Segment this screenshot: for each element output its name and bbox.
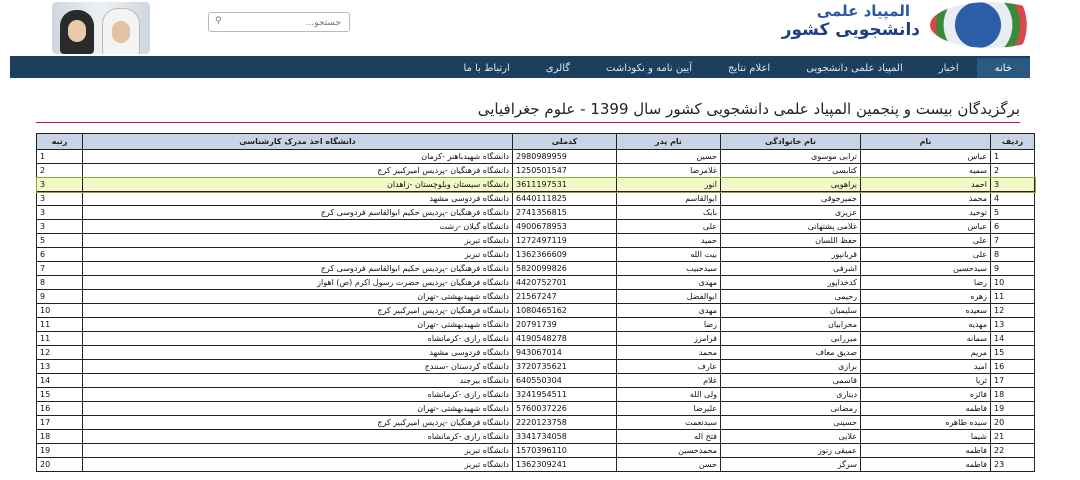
table-cell: دانشگاه فرهنگیان -پردیس حضرت رسول اکرم (ص) اهواز [83, 276, 513, 290]
table-cell: 14 [991, 332, 1035, 346]
table-cell: فاطمه [861, 458, 991, 472]
table-cell: ابوالقاسم [617, 192, 721, 206]
table-cell: بیت الله [617, 248, 721, 262]
main-content [10, 78, 1030, 480]
table-row[interactable] [37, 430, 1035, 444]
table-row[interactable] [37, 178, 1035, 192]
table-cell: مهدی [617, 304, 721, 318]
table-cell: 5760037226 [513, 402, 617, 416]
table-row[interactable] [37, 248, 1035, 262]
table-row[interactable] [37, 318, 1035, 332]
table-cell: 15 [37, 388, 83, 402]
table-cell: دیناری [721, 388, 861, 402]
table-cell: دانشگاه کردستان -سنندج [83, 360, 513, 374]
table-cell: جمیرجوقی [721, 192, 861, 206]
table-cell: زهره [861, 290, 991, 304]
table-cell: 5 [991, 206, 1035, 220]
table-cell: 4900678953 [513, 220, 617, 234]
table-row[interactable] [37, 388, 1035, 402]
table-row[interactable] [37, 374, 1035, 388]
table-cell: ولی الله [617, 388, 721, 402]
table-cell: دانشگاه تبریز [83, 248, 513, 262]
table-cell: عارف [617, 360, 721, 374]
table-cell: 16 [37, 402, 83, 416]
table-cell: دانشگاه رازی -کرمانشاه [83, 332, 513, 346]
table-cell: میررابی [721, 332, 861, 346]
table-row[interactable] [37, 416, 1035, 430]
logo-line1: المپیاد علمی [816, 2, 910, 20]
table-cell: 1362309241 [513, 458, 617, 472]
table-cell: 3 [991, 178, 1035, 192]
table-cell: احمد [861, 178, 991, 192]
table-cell: 943067014 [513, 346, 617, 360]
search-icon[interactable]: ⚲ [215, 16, 222, 26]
table-cell: قربانپور [721, 248, 861, 262]
table-cell: حسین [617, 150, 721, 164]
table-cell: ابوالفضل [617, 290, 721, 304]
table-row[interactable] [37, 402, 1035, 416]
table-cell: ترابی موسوی [721, 150, 861, 164]
table-cell: انور [617, 178, 721, 192]
table-cell: 21 [991, 430, 1035, 444]
table-cell: 2741356815 [513, 206, 617, 220]
table-cell: 3611197531 [513, 178, 617, 192]
table-cell: ثریا [861, 374, 991, 388]
table-cell: فتح اله [617, 430, 721, 444]
table-row[interactable] [37, 206, 1035, 220]
table-cell: سعیده [861, 304, 991, 318]
nav-item-7[interactable]: ارتباط با ما [463, 63, 510, 74]
table-cell: غلامی پشتهانی [721, 220, 861, 234]
table-cell: دانشگاه فرهنگیان -پردیس امیرکبیر کرج [83, 416, 513, 430]
column-header-3[interactable]: نام خانوادگی [721, 134, 861, 150]
table-cell: رضا [861, 276, 991, 290]
table-cell: 6 [37, 248, 83, 262]
table-cell: 20 [991, 416, 1035, 430]
column-header-1[interactable]: ردیف [991, 134, 1035, 150]
table-cell: سرگز [721, 458, 861, 472]
nav-item-3[interactable]: المپیاد علمی دانشجویی [806, 63, 903, 74]
table-cell: علی [617, 220, 721, 234]
table-cell: سلیمیان [721, 304, 861, 318]
table-cell: سیده طاهره [861, 416, 991, 430]
table-cell: 2 [991, 164, 1035, 178]
table-row[interactable] [37, 220, 1035, 234]
table-row[interactable] [37, 262, 1035, 276]
search-box[interactable] [208, 12, 350, 32]
table-cell: علیرضا [617, 402, 721, 416]
table-row[interactable] [37, 276, 1035, 290]
table-cell: 6440111825 [513, 192, 617, 206]
table-cell: دانشگاه فرهنگیان -پردیس حکیم ابوالقاسم فردوسی کرج [83, 262, 513, 276]
table-cell: 1272497119 [513, 234, 617, 248]
table-cell: 14 [37, 374, 83, 388]
table-cell: دانشگاه سیستان وبلوچستان -زاهدان [83, 178, 513, 192]
page-title: برگزیدگان بیست و پنجمین المپیاد علمی دانشجویی کشور سال 1399 - علوم جغرافیایی [477, 100, 1020, 118]
table-cell: رحیمی [721, 290, 861, 304]
table-cell: دانشگاه فردوسی مشهد [83, 192, 513, 206]
table-cell: 23 [991, 458, 1035, 472]
table-cell: مریم [861, 346, 991, 360]
table-cell: 2980989959 [513, 150, 617, 164]
table-cell: 10 [991, 276, 1035, 290]
table-cell: مهدی [617, 276, 721, 290]
table-cell: دانشگاه شهیدباهنر -کرمان [83, 150, 513, 164]
table-cell: براهویی [721, 178, 861, 192]
table-cell: حسینی [721, 416, 861, 430]
column-header-2[interactable]: نام [861, 134, 991, 150]
table-cell: حفظ اللسان [721, 234, 861, 248]
table-cell: دانشگاه بیرجند [83, 374, 513, 388]
logo-line2: دانشجویی کشور [781, 20, 920, 40]
table-row[interactable] [37, 444, 1035, 458]
table-cell: 1 [37, 150, 83, 164]
site-logo[interactable] [660, 0, 1080, 56]
table-cell: سمانه [861, 332, 991, 346]
table-cell: 11 [37, 332, 83, 346]
table-cell: سیدنعمت [617, 416, 721, 430]
table-cell: 15 [991, 346, 1035, 360]
table-cell: 19 [991, 402, 1035, 416]
table-cell: 11 [37, 318, 83, 332]
table-row[interactable] [37, 150, 1035, 164]
table-cell: عمیقی زنوز [721, 444, 861, 458]
table-cell: 1250501547 [513, 164, 617, 178]
table-cell: اشرفی [721, 262, 861, 276]
olympiad-emblem-icon [930, 2, 1050, 48]
table-cell: 17 [991, 374, 1035, 388]
table-cell: علی [861, 234, 991, 248]
table-cell: 4 [991, 192, 1035, 206]
table-cell: 18 [37, 430, 83, 444]
nav-item-6[interactable]: گالری [545, 63, 570, 74]
leaders-portrait-image [52, 2, 150, 54]
table-cell: 8 [37, 276, 83, 290]
table-cell: 3341734058 [513, 430, 617, 444]
table-cell: 3 [37, 206, 83, 220]
main-navigation [10, 56, 1030, 78]
table-row[interactable] [37, 458, 1035, 472]
table-row[interactable] [37, 360, 1035, 374]
table-cell: شیما [861, 430, 991, 444]
nav-item-5[interactable]: آیین نامه و نکوداشت [606, 63, 693, 74]
title-underline [36, 122, 1020, 123]
winners-table [36, 133, 1035, 472]
table-cell: 3 [37, 220, 83, 234]
table-cell: محمد [861, 192, 991, 206]
table-cell: سیدحبیب [617, 262, 721, 276]
table-cell: رمضانی [721, 402, 861, 416]
table-cell: 19 [37, 444, 83, 458]
table-cell: سمیه [861, 164, 991, 178]
table-cell: 13 [991, 318, 1035, 332]
table-cell: 3 [37, 178, 83, 192]
table-cell: 3241954511 [513, 388, 617, 402]
nav-item-1[interactable]: خانه [977, 58, 1030, 80]
search-input[interactable] [239, 13, 343, 33]
table-cell: محرابیان [721, 318, 861, 332]
table-cell: مهدیه [861, 318, 991, 332]
table-cell: علایی [721, 430, 861, 444]
table-cell: امید [861, 360, 991, 374]
table-row[interactable] [37, 192, 1035, 206]
table-cell: کتابسی [721, 164, 861, 178]
table-row[interactable] [37, 346, 1035, 360]
table-cell: دانشگاه تبریز [83, 444, 513, 458]
table-cell: 3 [37, 192, 83, 206]
table-cell: برازی [721, 360, 861, 374]
table-cell: 20791739 [513, 318, 617, 332]
table-cell: سیدحسین [861, 262, 991, 276]
table-cell: 1080465162 [513, 304, 617, 318]
table-cell: 16 [991, 360, 1035, 374]
site-header [0, 0, 1080, 56]
table-row[interactable] [37, 234, 1035, 248]
table-cell: 640550304 [513, 374, 617, 388]
table-cell: 1362366609 [513, 248, 617, 262]
table-cell: محمدحسین [617, 444, 721, 458]
table-cell: 10 [37, 304, 83, 318]
table-cell: محمد [617, 346, 721, 360]
table-cell: 9 [991, 262, 1035, 276]
table-cell: کدخداپور [721, 276, 861, 290]
table-cell: 13 [37, 360, 83, 374]
table-cell: دانشگاه رازی -کرمانشاه [83, 430, 513, 444]
table-cell: 4190548278 [513, 332, 617, 346]
table-cell: 1 [991, 150, 1035, 164]
table-row[interactable] [37, 164, 1035, 178]
column-header-7[interactable]: رتبه [37, 134, 83, 150]
table-cell: حمید [617, 234, 721, 248]
table-cell: دانشگاه گیلان -رشت [83, 220, 513, 234]
table-cell: دانشگاه فرهنگیان -پردیس حکیم ابوالقاسم فردوسی کرج [83, 206, 513, 220]
table-cell: دانشگاه رازی -کرمانشاه [83, 388, 513, 402]
table-cell: 8 [991, 248, 1035, 262]
table-cell: 5 [37, 234, 83, 248]
column-header-6[interactable]: دانشگاه اخذ مدرک کارشناسی [83, 134, 513, 150]
table-cell: دانشگاه فرهنگیان -پردیس امیرکبیر کرج [83, 164, 513, 178]
table-cell: 12 [37, 346, 83, 360]
table-header-row [37, 134, 1035, 150]
table-cell: صدیق معاف [721, 346, 861, 360]
table-cell: عباس [861, 150, 991, 164]
nav-item-2[interactable]: اخبار [938, 63, 959, 74]
table-cell: حسن [617, 458, 721, 472]
table-cell: 22 [991, 444, 1035, 458]
nav-item-4[interactable]: اعلام نتایج [728, 63, 771, 74]
table-cell: 7 [991, 234, 1035, 248]
table-cell: دانشگاه فردوسی مشهد [83, 346, 513, 360]
table-cell: بابک [617, 206, 721, 220]
table-cell: 2 [37, 164, 83, 178]
table-row[interactable] [37, 304, 1035, 318]
table-cell: رضا [617, 318, 721, 332]
column-header-4[interactable]: نام پدر [617, 134, 721, 150]
table-cell: 7 [37, 262, 83, 276]
table-cell: 6 [991, 220, 1035, 234]
table-cell: 18 [991, 388, 1035, 402]
table-cell: 12 [991, 304, 1035, 318]
table-cell: دانشگاه تبریز [83, 234, 513, 248]
table-row[interactable] [37, 290, 1035, 304]
table-cell: دانشگاه فرهنگیان -پردیس امیرکبیر کرج [83, 304, 513, 318]
table-cell: فاطمه [861, 402, 991, 416]
table-cell: 11 [991, 290, 1035, 304]
table-cell: عباس [861, 220, 991, 234]
table-cell: 21567247 [513, 290, 617, 304]
table-cell: 17 [37, 416, 83, 430]
table-cell: فاطمه [861, 444, 991, 458]
table-cell: 5820099826 [513, 262, 617, 276]
table-cell: توحید [861, 206, 991, 220]
table-cell: 1570396110 [513, 444, 617, 458]
table-cell: دانشگاه شهیدبهشتی -تهران [83, 318, 513, 332]
table-cell: دانشگاه شهیدبهشتی -تهران [83, 402, 513, 416]
table-cell: فائزه [861, 388, 991, 402]
table-cell: علی [861, 248, 991, 262]
table-cell: 20 [37, 458, 83, 472]
table-cell: 4420752701 [513, 276, 617, 290]
table-cell: قاسمی [721, 374, 861, 388]
table-cell: فرامرز [617, 332, 721, 346]
table-cell: دانشگاه شهیدبهشتی -تهران [83, 290, 513, 304]
table-row[interactable] [37, 332, 1035, 346]
table-cell: غلام [617, 374, 721, 388]
table-cell: 3720735621 [513, 360, 617, 374]
table-cell: عزیزی [721, 206, 861, 220]
column-header-5[interactable]: کدملی [513, 134, 617, 150]
table-cell: غلامرضا [617, 164, 721, 178]
table-cell: دانشگاه تبریز [83, 458, 513, 472]
table-cell: 9 [37, 290, 83, 304]
table-cell: 2220123758 [513, 416, 617, 430]
